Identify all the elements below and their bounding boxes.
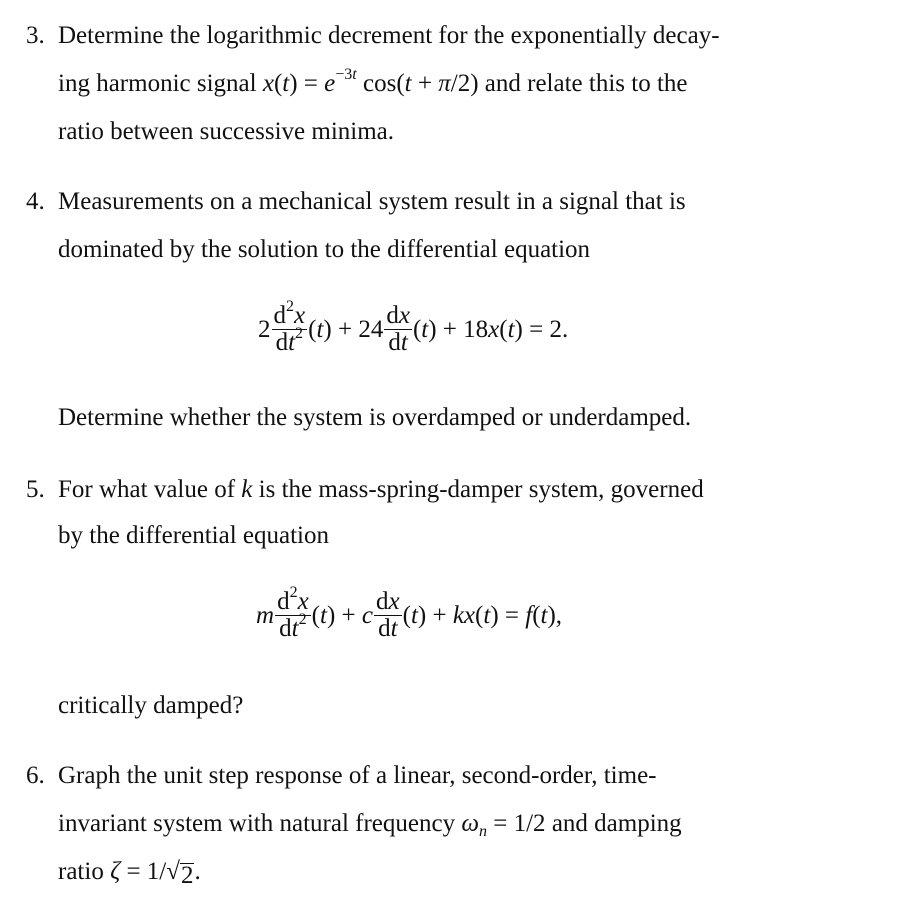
text-fragment: invariant system with natural frequency — [58, 810, 456, 837]
differential-equation: 2 $\frac{d^2x}{dt^2}$ (t) + 24 $\frac{dx}{dt}$ (t) + 18x(t) = 2. — [258, 298, 569, 356]
text-fragment: is the mass-spring-damper system, governed — [258, 476, 704, 503]
problem-text-line: ratio between successive minima. — [58, 118, 394, 145]
problem-text-line — [58, 856, 201, 888]
text-fragment: and relate this to the — [484, 70, 688, 97]
problem-text-line: Graph the unit step response of a linear, second-order, time- — [58, 762, 657, 789]
problem-text-line — [58, 68, 688, 100]
problem-text-line: by the differential equation — [58, 522, 329, 549]
problem-number: 6. — [26, 762, 45, 789]
text-fragment: For what value of — [58, 476, 236, 503]
problem-text-line — [58, 474, 704, 506]
problem-text-line: Measurements on a mechanical system result in a signal that is — [58, 188, 686, 215]
math-k: k — [241, 476, 253, 503]
math-damping-ratio: ζ = 1/√ 2 . — [110, 858, 201, 889]
math-signal: $x(t) = e^{-3t}$ cos(t + π/2) — [262, 66, 479, 97]
text-fragment: ing harmonic signal — [58, 70, 257, 97]
problem-number: 5. — [26, 476, 45, 503]
differential-equation: m $\frac{d^2x}{dt^2}$ (t) + c $\frac{dx}{dt}$ (t) + kx(t) = f(t), — [256, 584, 563, 642]
text-fragment: ratio — [58, 858, 104, 885]
problem-text-line: Determine the logarithmic decrement for the exponentially decay- — [58, 22, 720, 49]
problem-text-line: dominated by the solution to the differential equation — [58, 236, 591, 263]
problem-text-line: critically damped? — [58, 692, 244, 719]
text-fragment: and damping — [551, 810, 682, 837]
math-natural-frequency: $\omega_n = 1/2$ — [461, 810, 546, 840]
problem-number: 3. — [26, 22, 45, 49]
problem-text-line — [58, 808, 682, 840]
problem-number: 4. — [26, 188, 45, 215]
problem-text-line: Determine whether the system is overdamped or underdamped. — [58, 404, 692, 431]
